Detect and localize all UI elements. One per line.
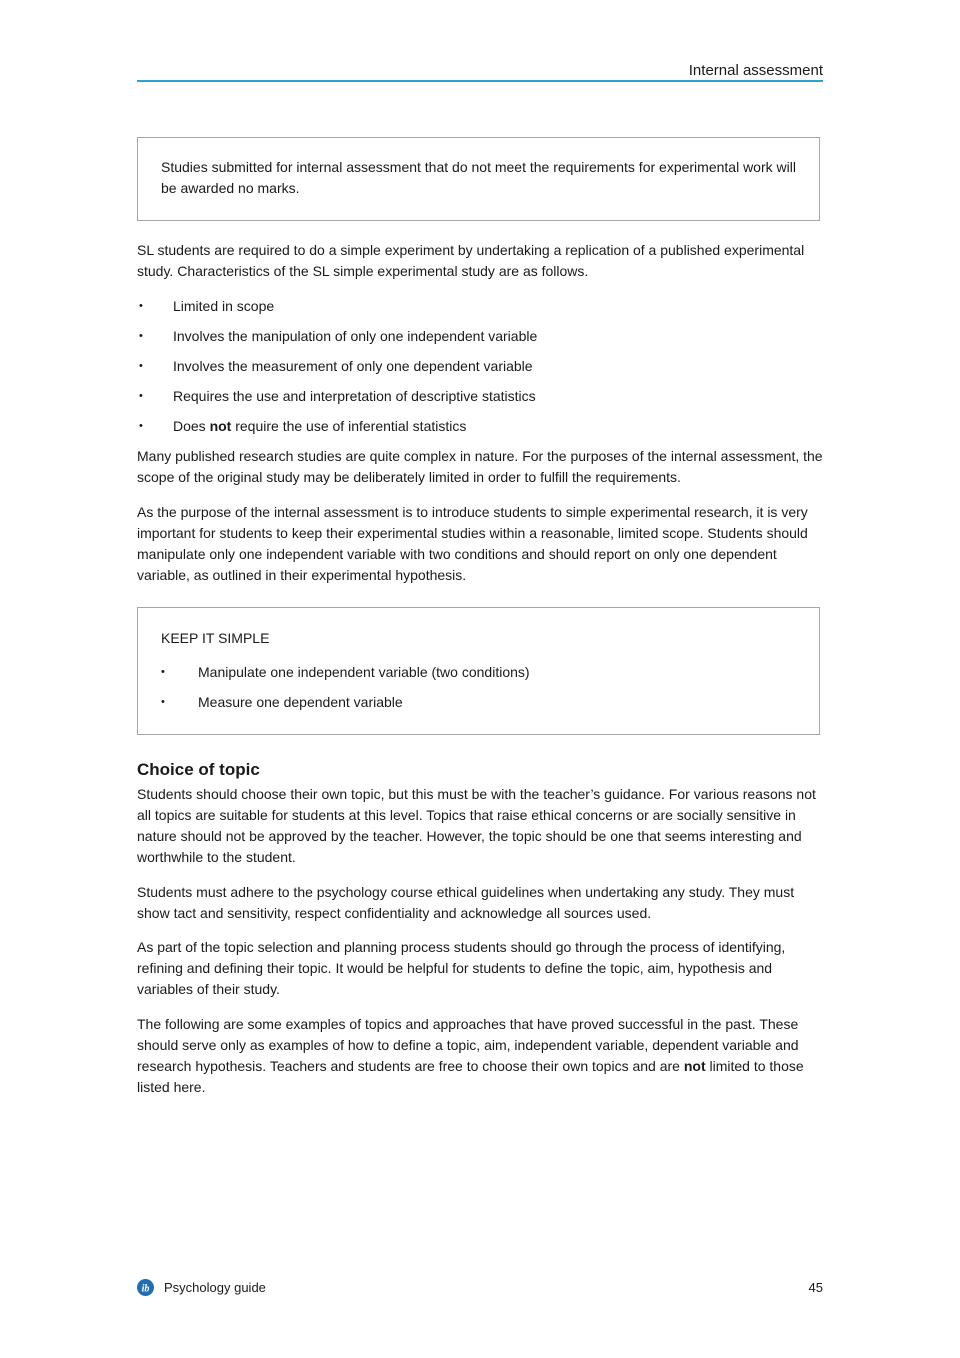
- topic-paragraph-4: The following are some examples of topics and approaches that have proved successful in the past. These should serve only as examples of how to define a topic, aim, independent variable, dependent variable and research hypothesis. Teachers and students are free to choose their own topics and are not limited to those listed here.: [137, 1016, 804, 1095]
- document-page: [137, 0, 823, 1358]
- complexity-paragraph: Many published research studies are quite complex in nature. For the purposes of the internal assessment, the scope of the original study may be deliberately limited in order to fulfill the requirements.: [137, 448, 823, 485]
- list-item: • Requires the use and interpretation of descriptive statistics: [137, 386, 823, 416]
- ib-logo-icon: [137, 1279, 154, 1296]
- intro-paragraph: SL students are required to do a simple experiment by undertaking a replication of a published experimental study. Characteristics of the SL simple experimental study are as follows.: [137, 242, 805, 279]
- header-title: Internal assessment: [688, 62, 823, 79]
- list-item: • Does not require the use of inferential statistics: [137, 416, 823, 446]
- bullet-icon: •: [161, 696, 165, 708]
- characteristics-list: [137, 296, 823, 446]
- list-item: • Involves the manipulation of only one independent variable: [137, 326, 823, 356]
- bullet-icon: •: [139, 420, 143, 432]
- emphasis-not: not: [683, 1058, 706, 1074]
- keep-it-simple-list: [161, 662, 797, 722]
- page-footer: [137, 1276, 823, 1300]
- bullet-icon: •: [139, 300, 143, 312]
- page-header: [137, 60, 823, 82]
- bullet-icon: •: [139, 360, 143, 372]
- purpose-paragraph: As the purpose of the internal assessment is to introduce students to simple experimental research, it is very important for students to keep their experimental studies within a reasonable, limited scope. Students should manipulate only one independent variable with two conditions and should report on only one dependent variable, as outlined in their experimental hypothesis.: [137, 504, 808, 583]
- list-item: • Manipulate one independent variable (two conditions): [161, 662, 797, 692]
- topic-paragraph-3: As part of the topic selection and planning process students should go through the process of identifying, refining and defining their topic. It would be helpful for students to define the topic, aim, hypothesis and variables of their study.: [137, 939, 786, 997]
- keep-it-simple-heading: KEEP IT SIMPLE: [161, 630, 270, 646]
- svg-text:ib: ib: [141, 1283, 150, 1295]
- page-number: 45: [808, 1280, 823, 1295]
- list-item: • Limited in scope: [137, 296, 823, 326]
- notice-text: Studies submitted for internal assessment that do not meet the requirements for experimental work will be awarded no marks.: [161, 159, 796, 196]
- header-rule: [137, 80, 823, 82]
- footer-guide-title: Psychology guide: [164, 1280, 266, 1295]
- topic-paragraph-2: Students must adhere to the psychology course ethical guidelines when undertaking any study. They must show tact and sensitivity, respect confidentiality and acknowledge all sources used.: [137, 884, 795, 921]
- section-heading: Choice of topic: [137, 760, 260, 779]
- bullet-icon: •: [139, 330, 143, 342]
- notice-box: [137, 137, 820, 221]
- topic-paragraph-1: Students should choose their own topic, but this must be with the teacher’s guidance. For various reasons not all topics are suitable for students at this level. Topics that raise ethical concerns or are socially sensitive in nature should not be approved by the teacher. However, the topic should be one that seems interesting and worthwhile to the student.: [137, 786, 816, 865]
- bullet-icon: •: [139, 390, 143, 402]
- emphasis-not: not: [209, 418, 232, 434]
- bullet-icon: •: [161, 666, 165, 678]
- keep-it-simple-box: [137, 607, 820, 735]
- list-item: • Involves the measurement of only one dependent variable: [137, 356, 823, 386]
- list-item: • Measure one dependent variable: [161, 692, 797, 722]
